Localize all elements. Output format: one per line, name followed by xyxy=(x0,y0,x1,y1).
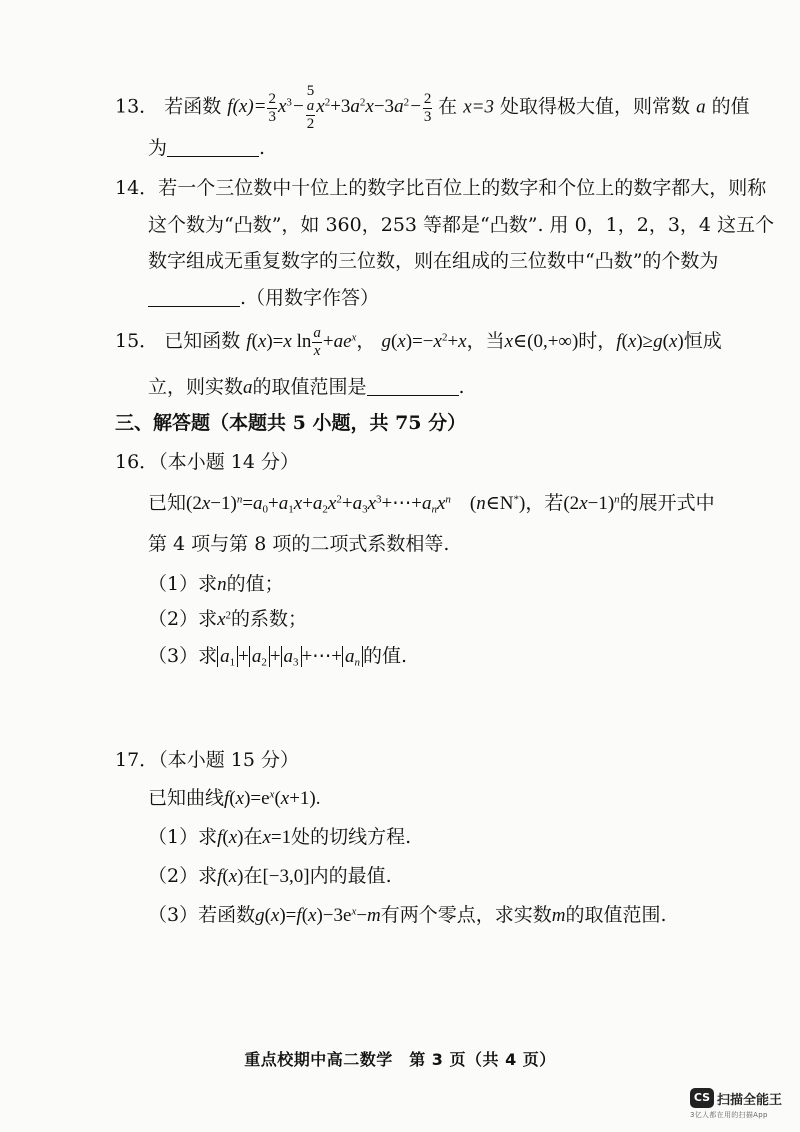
domain-condition: x∈(0,+∞) xyxy=(504,331,579,352)
question-number: 16． xyxy=(115,451,159,473)
question-17-part-3: （3）若函数$g(x)=f(x)-3e^x-m$有两个零点，求实数m的取值范围. xyxy=(148,904,667,926)
question-14-line-4: .（用数字作答） xyxy=(148,283,379,310)
question-13-line-1: 13． 若函数 f(x)= $\frac{2}{3}$ $x^3-$ 5 a 2 $x^2+3a^2x-3a^2-$ $\frac{2}{3}$ 在 x=3 处取得极大值，则常数 a 的值 xyxy=(115,83,750,132)
question-16-line-1: 已知$(2x-1)^n=a_0+a_1x+a_2x^2+a_3x^3+\cdots+a_nx^n$ (n∈N*)，若$(2x-1)^n$的展开式中 xyxy=(148,492,715,516)
g-formula: $g(x)=f(x)-3e^x-m$ xyxy=(255,905,381,926)
answer-blank[interactable] xyxy=(167,137,259,157)
question-number: 15． xyxy=(115,330,159,352)
question-16-header xyxy=(115,447,299,474)
function-formula: f(x)= $\frac{2}{3}$ $x^3-$ 5 a 2 $x^2+3a^2x-3a^2-$ $\frac{2}{3}$ xyxy=(227,83,432,132)
camscanner-logo-icon: CS xyxy=(690,1088,714,1108)
answer-blank[interactable] xyxy=(367,376,459,396)
question-15-line-2: 立，则实数a的取值范围是 . xyxy=(148,376,465,398)
function-g-formula: $g(x)=-x^2+x$ xyxy=(381,331,467,352)
question-14-line-2: 这个数为“凸数”，如 360，253 等都是“凸数”. 用 0，1，2，3，4 这五个 xyxy=(148,214,775,236)
question-14-line-1: 14．若一个三位数中十位上的数字比百位上的数字和个位上的数字都大，则称 xyxy=(115,177,767,199)
inequality: f(x)≥g(x) xyxy=(616,331,684,352)
abs-sum-formula: $a_1 + a_2 + a_3$ +⋯+ $a_n$ xyxy=(217,646,363,667)
page-footer: 重点校期中高二数学 第 3 页（共 4 页） xyxy=(244,1050,556,1069)
question-16-line-2: 第 4 项与第 8 项的二项式系数相等. xyxy=(148,533,450,555)
expansion-formula: $(2x-1)^n=a_0+a_1x+a_2x^2+a_3x^3+\cdots+a_nx^n$ (n∈N*) xyxy=(186,493,526,516)
scanner-watermark: CS 扫描全能王 3亿人都在用的扫描App xyxy=(690,1086,790,1120)
function-f-formula: f(x)=x ln $\frac{a}{x}$ $+ae^x$ xyxy=(246,325,357,360)
question-17-part-2: （2）求f(x)在[−3,0]内的最值. xyxy=(148,865,392,887)
question-16-part-1: （1）求n的值； xyxy=(148,573,284,595)
question-number: 14． xyxy=(115,177,159,199)
curve-formula: $f(x)=e^x(x+1)$. xyxy=(224,788,321,809)
question-number: 17． xyxy=(115,749,159,771)
question-17-header xyxy=(115,745,299,772)
question-17-part-1: （1）求f(x)在x=1处的切线方程. xyxy=(148,826,412,848)
binomial: $(2x-1)^n$ xyxy=(563,493,620,514)
interval: [−3,0] xyxy=(262,866,310,887)
question-16-part-2: （2）求$x^2$的系数； xyxy=(148,608,308,630)
question-16-part-3: （3）求 $a_1 + a_2 + a_3$ +⋯+ $a_n$ 的值. xyxy=(148,645,408,669)
section-title: 三、解答题（本题共 5 小题，共 75 分） xyxy=(115,412,467,434)
answer-blank[interactable] xyxy=(148,287,240,307)
question-17-line-1: 已知曲线$f(x)=e^x(x+1)$. xyxy=(148,787,321,809)
question-score: （本小题 14 分） xyxy=(158,451,299,473)
question-14-line-3: 数字组成无重复数字的三位数，则在组成的三位数中“凸数”的个数为 xyxy=(148,250,719,272)
question-15-line-1: 15． 已知函数 f(x)=x ln $\frac{a}{x}$ $+ae^x$， $g(x)=-x^2+x$，当x∈(0,+∞)时，f(x)≥g(x)恒成 xyxy=(115,325,722,360)
question-number: 13． xyxy=(115,95,159,118)
question-score: （本小题 15 分） xyxy=(158,749,299,771)
question-13-line-2: 为 . xyxy=(148,137,266,159)
